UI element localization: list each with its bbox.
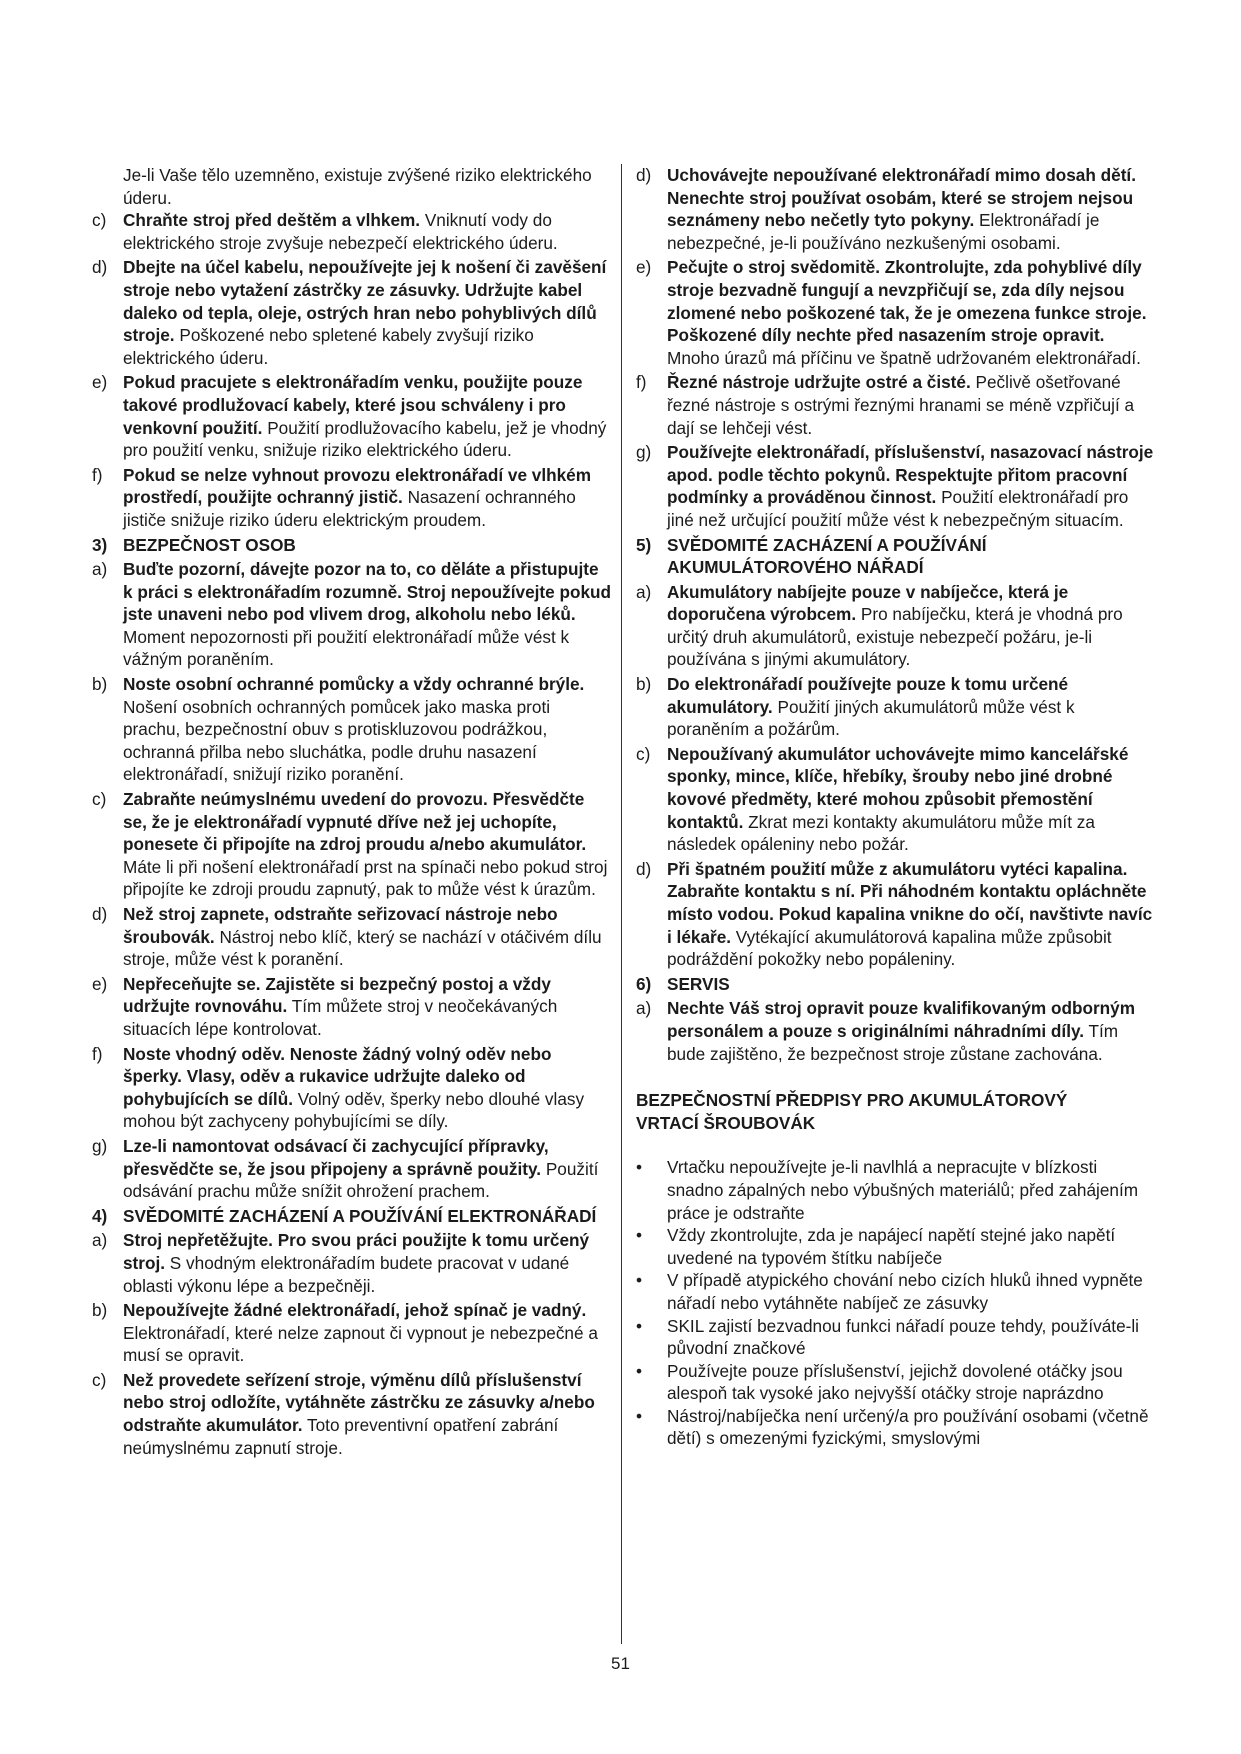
list-b bbox=[636, 581, 1156, 971]
item-label: a) bbox=[636, 998, 652, 1019]
item-label: f) bbox=[636, 372, 647, 393]
bullet-icon: • bbox=[636, 1360, 643, 1381]
list-c bbox=[92, 1229, 612, 1459]
list-item bbox=[92, 558, 612, 671]
list-item bbox=[92, 903, 612, 971]
bullet-icon: • bbox=[636, 1315, 643, 1336]
bullet-item bbox=[636, 1360, 1156, 1405]
item-bold-text: Řezné nástroje udržujte ostré a čisté. bbox=[667, 372, 971, 393]
bullet-item bbox=[636, 1156, 1156, 1224]
section-4-heading bbox=[92, 1205, 612, 1228]
list-item bbox=[636, 673, 1156, 741]
bullet-text: Vrtačku nepoužívejte je-li navlhlá a nepracujte v blízkosti snadno zápalných nebo výbušných materiálů; před zahájením práce je odstraňte bbox=[667, 1157, 1139, 1223]
item-label: f) bbox=[92, 1043, 103, 1064]
list-item bbox=[92, 1299, 612, 1367]
item-bold-text: Stroj nepřetěžujte. Pro svou práci použijte k tomu určený stroj. bbox=[123, 1230, 590, 1273]
item-text: S vhodným elektronářadím budete pracovat v udané oblasti výkonu lépe a bezpečněji. bbox=[123, 1252, 570, 1296]
item-bold-text: Akumulátory nabíjejte pouze v nabíječce, která je doporučena výrobcem. bbox=[667, 581, 1069, 625]
item-bold-text: Než stroj zapnete, odstraňte seřizovací nástroje nebo šroubovák. bbox=[123, 904, 558, 947]
item-text: Použití odsávání prachu může snížit ohrožení prachem. bbox=[123, 1158, 599, 1202]
section-number: 6) bbox=[636, 973, 652, 994]
bullet-text: Vždy zkontrolujte, zda je napájecí napětí stejné jako napětí uvedené na typovém štítku nabíječe bbox=[667, 1225, 1116, 1268]
item-text: Máte li při nošení elektronářadí prst na spínači nebo pokud stroj připojíte ke zdroji proudu zapnutý, pak to může vést k úrazům. bbox=[123, 856, 608, 900]
bullet-item bbox=[636, 1405, 1156, 1450]
item-bold-text: Používejte elektronářadí, příslušenství, nasazovací nástroje apod. podle těchto pokynů. Respektujte přitom pracovní podmínky a prováděnou činnost. bbox=[667, 442, 1154, 508]
item-label: e) bbox=[636, 257, 652, 278]
item-label: d) bbox=[636, 858, 652, 879]
bullet-item bbox=[636, 1269, 1156, 1314]
item-bold-text: Pečujte o stroj svědomitě. Zkontrolujte, zda pohyblivé díly stroje bezvadně fungují a nevzpřičují se, zda díly nejsou zlomené nebo poškozené tak, že je omezena funkce stroje. Poškozené díly nechte před nasazením stroje opravit. bbox=[667, 257, 1147, 346]
section-title: SVĚDOMITÉ ZACHÁZENÍ A POUŽÍVÁNÍ ELEKTRONÁŘADÍ bbox=[123, 1205, 597, 1226]
item-label: c) bbox=[636, 743, 651, 764]
item-text: Použití elektronářadí pro jiné než určující použití může vést k nebezpečným situacím. bbox=[667, 487, 1129, 530]
bullet-icon: • bbox=[636, 1225, 643, 1246]
list-c bbox=[636, 997, 1156, 1065]
item-text: Toto preventivní opatření zabrání neúmyslnému zapnutí stroje. bbox=[123, 1415, 559, 1458]
list-item bbox=[92, 673, 612, 786]
bullet-text: V případě atypického chování nebo cizích hluků ihned vypněte nářadí nebo vytáhněte nabíječ ze zásuvky bbox=[667, 1270, 1143, 1313]
item-text: Tím můžete stroj v neočekávaných situacích lépe kontrolovat. bbox=[123, 996, 558, 1039]
list-item bbox=[636, 164, 1156, 254]
bullet-icon: • bbox=[636, 1270, 643, 1291]
bullet-text: SKIL zajistí bezvadnou funkci nářadí pouze tehdy, používáte-li původní značkové bbox=[667, 1315, 1139, 1359]
list-item bbox=[92, 788, 612, 901]
section-title: BEZPEČNOST OSOB bbox=[123, 534, 296, 555]
item-label: d) bbox=[92, 904, 108, 924]
item-text: Nasazení ochranného jističe snižuje riziko úderu elektrickým proudem. bbox=[123, 487, 576, 530]
item-text: Poškozené nebo spletené kabely zvyšují riziko elektrického úderu. bbox=[123, 325, 534, 368]
section-number: 4) bbox=[92, 1205, 108, 1226]
item-text: Použití prodlužovacího kabelu, jež je vhodný pro použití venku, snižuje riziko elektrického úderu. bbox=[123, 417, 607, 461]
list-item bbox=[636, 441, 1156, 531]
item-bold-text: Dbejte na účel kabelu, nepoužívejte jej k nošení či zavěšení stroje nebo vytažení zástrčky ze zásuvky. Udržujte kabel daleko od tepla, oleje, ostrých hran nebo pohyblivých dílů stroje. bbox=[123, 257, 607, 346]
list-item bbox=[92, 371, 612, 461]
left-column bbox=[92, 164, 612, 1461]
item-label: a) bbox=[92, 1230, 108, 1251]
item-text: Nošení osobních ochranných pomůcek jako maska proti prachu, bezpečnostní obuv s protiskluzovou podrážkou, ochranná přilba nebo sluchátka, podle druhu nasazení elektronářadí, snižují riziko poranění. bbox=[123, 696, 551, 785]
list-item bbox=[92, 464, 612, 532]
list-item bbox=[92, 1043, 612, 1133]
list-b bbox=[92, 558, 612, 1203]
list-item bbox=[92, 973, 612, 1041]
list-item bbox=[636, 858, 1156, 971]
list-item bbox=[636, 581, 1156, 671]
bullet-item bbox=[636, 1224, 1156, 1269]
item-bold-text: Nepoužívaný akumulátor uchovávejte mimo kancelářské sponky, mince, klíče, hřebíky, šrouby nebo jiné drobné kovové předměty, které mohou způsobit přemostění kontaktů. bbox=[667, 743, 1129, 832]
item-bold-text: Uchovávejte nepoužívané elektronářadí mimo dosah dětí. Nenechte stroj používat osobám, které se strojem nejsou seznámeny nebo nečetly tyto pokyny. bbox=[667, 165, 1136, 231]
list-item bbox=[636, 743, 1156, 856]
item-label: b) bbox=[92, 1300, 108, 1321]
bullet-list bbox=[636, 1156, 1156, 1450]
list-item bbox=[636, 371, 1156, 439]
safety-heading: BEZPEČNOSTNÍ PŘEDPISY PRO AKUMULÁTOROVÝ VRTACÍ ŠROUBOVÁK bbox=[636, 1090, 1068, 1133]
section-title: SVĚDOMITÉ ZACHÁZENÍ A POUŽÍVÁNÍ AKUMULÁTOROVÉHO NÁŘADÍ bbox=[667, 534, 987, 578]
page-number: 51 bbox=[611, 1654, 630, 1673]
list-item bbox=[92, 1135, 612, 1203]
item-text: Pro nabíječku, která je vhodná pro určitý druh akumulátorů, existuje nebezpečí požáru, je-li používána s jinými akumulátory. bbox=[667, 604, 1123, 670]
item-text: Zkrat mezi kontakty akumulátoru může mít za následek opáleniny nebo požár. bbox=[667, 811, 1095, 855]
item-label: d) bbox=[636, 165, 652, 185]
item-label: a) bbox=[92, 559, 108, 580]
item-label: a) bbox=[636, 581, 652, 602]
item-label: g) bbox=[92, 1135, 108, 1156]
item-text: Mnoho úrazů má příčinu ve špatně udržovaném elektronářadí. bbox=[667, 347, 1141, 368]
item-bold-text: Zabraňte neúmyslnému uvedení do provozu. Přesvědčte se, že je elektronářadí vypnuté dříve než jej uchopíte, ponesete či připojíte na zdroj proudu a/nebo akumulátor. bbox=[123, 789, 587, 855]
section-number: 5) bbox=[636, 534, 652, 555]
item-label: c) bbox=[92, 789, 107, 810]
item-label: e) bbox=[92, 372, 108, 393]
section-6-heading bbox=[636, 973, 1156, 996]
item-label: c) bbox=[92, 1369, 107, 1390]
list-a bbox=[636, 164, 1156, 532]
item-label: d) bbox=[92, 257, 108, 278]
bullet-icon: • bbox=[636, 1157, 643, 1178]
bullet-text: Používejte pouze příslušenství, jejichž dovolené otáčky jsou alespoň tak vysoké jako nejvyšší otáčky stroje naprázdno bbox=[667, 1360, 1123, 1404]
item-label: e) bbox=[92, 973, 108, 994]
item-text: Elektronářadí je nebezpečné, je-li používáno nezkušenými osobami. bbox=[667, 210, 1100, 253]
item-bold-text: Do elektronářadí používejte pouze k tomu určené akumulátory. bbox=[667, 674, 1069, 717]
list-item bbox=[636, 256, 1156, 369]
list-item bbox=[92, 256, 612, 369]
item-bold-text: Než provedete seřízení stroje, výměnu dílů příslušenství nebo stroj odložíte, vytáhněte zástrčku ze zásuvky a/nebo odstraňte akumulátor. bbox=[123, 1369, 595, 1436]
item-bold-text: Buďte pozorní, dávejte pozor na to, co děláte a přistupujte k práci s elektronářadím rozumně. Stroj nepoužívejte pokud jste unaveni nebo pod vlivem drog, alkoholu nebo léků. bbox=[123, 559, 612, 625]
item-label: g) bbox=[636, 442, 652, 463]
item-text: Nástroj nebo klíč, který se nachází v otáčivém dílu stroje, může vést k poranění. bbox=[123, 926, 602, 970]
column-divider bbox=[621, 164, 622, 1644]
item-bold-text: Nepřeceňujte se. Zajistěte si bezpečný postoj a vždy udržujte rovnováhu. bbox=[123, 973, 551, 1017]
bullet-item bbox=[636, 1315, 1156, 1360]
item-label: f) bbox=[92, 464, 103, 485]
section-title: SERVIS bbox=[667, 973, 730, 994]
item-text: Moment nepozornosti při použití elektronářadí může vést k vážným poraněním. bbox=[123, 626, 570, 670]
section-5-heading bbox=[636, 534, 1156, 579]
item-bold-text: Chraňte stroj před deštěm a vlhkem. bbox=[123, 210, 421, 231]
list-item bbox=[92, 1369, 612, 1459]
continuation-text: Je-li Vaše tělo uzemněno, existuje zvýšené riziko elektrického úderu. bbox=[123, 165, 592, 208]
item-text: Pečlivě ošetřované řezné nástroje s ostrými řeznými hranami se méně vzpřičují a dají se lehčeji vést. bbox=[667, 372, 1135, 438]
list-item bbox=[92, 209, 612, 254]
item-bold-text: Nepoužívejte žádné elektronářadí, jehož spínač je vadný. bbox=[123, 1300, 587, 1321]
list-item bbox=[636, 997, 1156, 1065]
item-label: c) bbox=[92, 210, 107, 231]
item-bold-text: Noste osobní ochranné pomůcky a vždy ochranné brýle. bbox=[123, 674, 585, 695]
bullet-text: Nástroj/nabíječka není určený/a pro používání osobami (včetně dětí) s omezenými fyzickými, smyslovými bbox=[667, 1405, 1149, 1449]
item-bold-text: Noste vhodný oděv. Nenoste žádný volný oděv nebo šperky. Vlasy, oděv a rukavice udržujte daleko od pohybujících se dílů. bbox=[123, 1043, 552, 1109]
item-label: b) bbox=[92, 674, 108, 695]
section-number: 3) bbox=[92, 534, 108, 555]
item-label: b) bbox=[636, 674, 652, 695]
item-text: Tím bude zajištěno, že bezpečnost stroje zůstane zachována. bbox=[667, 1020, 1119, 1064]
item-text: Volný oděv, šperky nebo dlouhé vlasy mohou být zachyceny pohybujícími se díly. bbox=[123, 1088, 585, 1132]
item-text: Použití jiných akumulátorů může vést k poraněním a požárům. bbox=[667, 696, 1075, 740]
item-bold-text: Nechte Váš stroj opravit pouze kvalifikovaným odborným personálem a pouze s originálními náhradními díly. bbox=[667, 998, 1136, 1041]
bullet-icon: • bbox=[636, 1405, 643, 1426]
item-text: Vniknutí vody do elektrického stroje zvyšuje nebezpečí elektrického úderu. bbox=[123, 210, 558, 253]
item-bold-text: Při špatném použití může z akumulátoru vytéci kapalina. Zabraňte kontaktu s ní. Při náhodném kontaktu opláchněte místo vodou. Pokud kapalina vnikne do očí, navštivte navíc i lékaře. bbox=[667, 858, 1153, 947]
item-bold-text: Lze-li namontovat odsávací či zachycující přípravky, přesvědčte se, že jsou připojeny a správně použity. bbox=[123, 1135, 549, 1179]
right-column bbox=[636, 164, 1156, 1450]
item-bold-text: Pokud se nelze vyhnout provozu elektronářadí ve vlhkém prostředí, použijte ochranný jistič. bbox=[123, 464, 592, 508]
item-bold-text: Pokud pracujete s elektronářadím venku, použijte pouze takové prodlužovací kabely, které jsou schváleny i pro venkovní použití. bbox=[123, 372, 583, 438]
section-3-heading bbox=[92, 534, 612, 557]
item-text: Vytékající akumulátorová kapalina může způsobit podráždění pokožky nebo popáleniny. bbox=[667, 926, 1112, 970]
item-text: Elektronářadí, které nelze zapnout či vypnout je nebezpečné a musí se opravit. bbox=[123, 1322, 598, 1366]
list-a bbox=[92, 209, 612, 531]
list-item bbox=[92, 1229, 612, 1297]
